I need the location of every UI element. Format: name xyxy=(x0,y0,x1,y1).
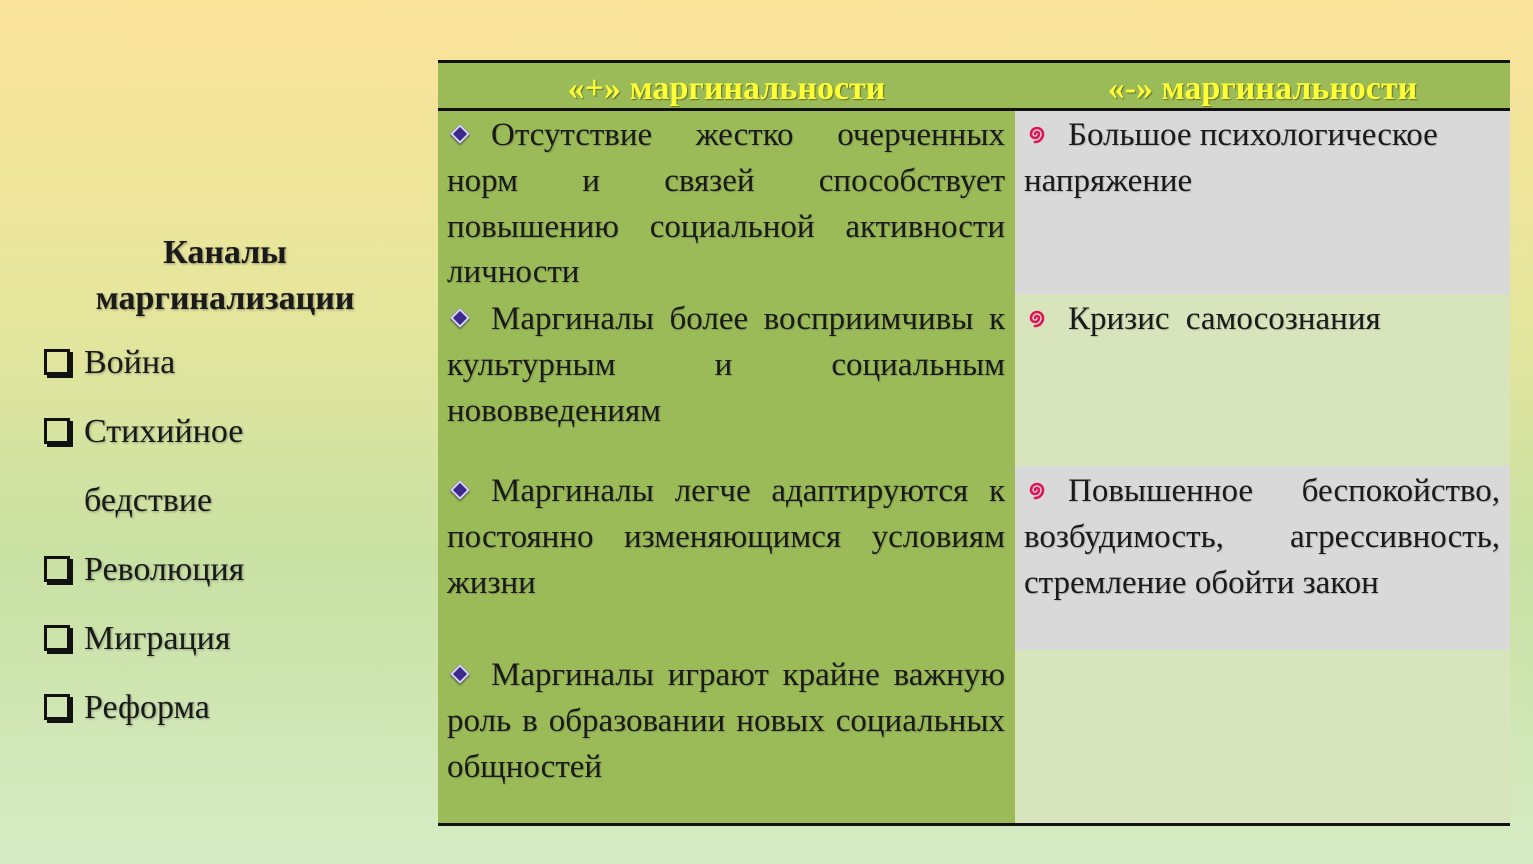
list-item xyxy=(40,604,420,673)
plus-item xyxy=(447,469,1005,606)
list-item-label: Реформа xyxy=(84,689,210,726)
header-minus: «-» маргинальности xyxy=(1107,70,1418,107)
list-item-label: Революция xyxy=(84,551,245,588)
sidebar-title-line2: маргинализации xyxy=(95,280,355,317)
minus-item-text: Повышенное беспокойство, возбудимость, агрессивность, стремление обойти закон xyxy=(1024,473,1500,601)
minus-item-text: Кризис самосознания xyxy=(1068,301,1381,337)
plus-item-text: Маргиналы легче адаптируются к постоянно изменяющимся условиям жизни xyxy=(447,473,1005,601)
minus-item xyxy=(1024,469,1500,606)
checkbox-square-icon xyxy=(44,418,70,444)
plus-item-text: Отсутствие жестко очерченных норм и связей способствует повышению социальной активности личности xyxy=(447,117,1005,291)
sidebar xyxy=(40,230,420,742)
list-item-label: Стихийное xyxy=(84,413,244,450)
list-item-label: Война xyxy=(84,344,176,381)
list-item-label: Миграция xyxy=(84,620,231,657)
list-item xyxy=(40,673,420,742)
sidebar-title-line1: Каналы xyxy=(163,234,287,271)
checkbox-square-icon xyxy=(44,625,70,651)
channel-list xyxy=(40,328,420,742)
minus-item xyxy=(1024,113,1510,205)
header-plus: «+» маргинальности xyxy=(567,70,886,107)
minus-item-text: Большое психологическое напряжение xyxy=(1024,117,1438,199)
sidebar-title xyxy=(40,230,410,322)
plus-item-text: Маргиналы играют крайне важную роль в образовании новых социальных общностей xyxy=(447,657,1005,785)
table-header-row xyxy=(438,63,1510,111)
checkbox-square-icon xyxy=(44,694,70,720)
minus-cell-background xyxy=(1015,650,1510,823)
list-item xyxy=(40,397,420,535)
checkbox-square-icon xyxy=(44,556,70,582)
comparison-table xyxy=(438,60,1510,826)
plus-item xyxy=(447,113,1005,296)
plus-item xyxy=(447,653,1005,790)
list-item-label-continued: бедствие xyxy=(84,482,213,519)
plus-item-text: Маргиналы более восприимчивы к культурным и социальным нововведениям xyxy=(447,301,1005,429)
list-item xyxy=(40,535,420,604)
minus-item xyxy=(1024,297,1510,343)
list-item xyxy=(40,328,420,397)
plus-item xyxy=(447,297,1005,434)
checkbox-square-icon xyxy=(44,349,70,375)
